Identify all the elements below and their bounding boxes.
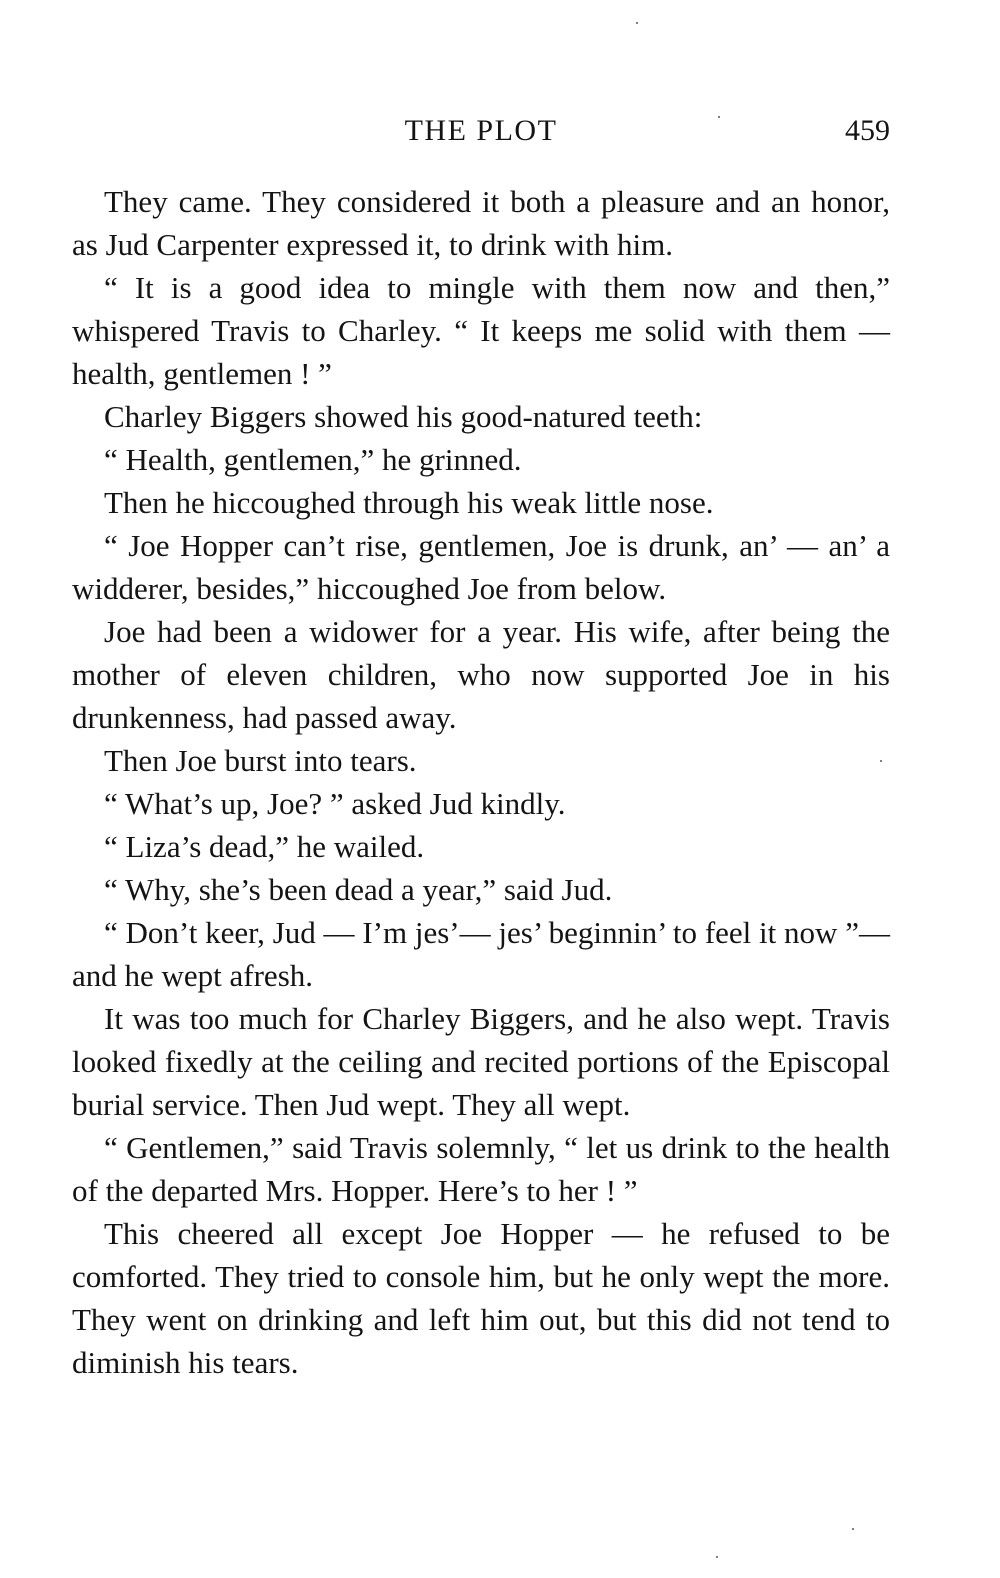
paragraph: “ What’s up, Joe? ” asked Jud kindly. [104, 786, 566, 821]
paragraph: “ It is a good idea to mingle with them now and then,” whispered Travis to Charley. “ It keeps me solid with them — health, gentlemen ! ” [72, 270, 890, 391]
paragraph: “ Don’t keer, Jud — I’m jes’— jes’ beginnin’ to feel it now ”— and he wept afresh. [72, 915, 890, 993]
paragraph: “ Joe Hopper can’t rise, gentlemen, Joe is drunk, an’ — an’ a widderer, besides,” hiccoughed Joe from below. [72, 528, 890, 606]
scan-speck [716, 1556, 718, 1558]
running-title: THE PLOT [404, 114, 558, 147]
paragraph: “ Gentlemen,” said Travis solemnly, “ let us drink to the health of the departed Mrs. Hopper. Here’s to her ! ” [72, 1130, 890, 1208]
paragraph: This cheered all except Joe Hopper — he refused to be comforted. They tried to console him, but he only wept the more. They went on drinking and left him out, but this did not tend to diminish his tears. [72, 1216, 890, 1380]
paragraph: They came. They considered it both a pleasure and an honor, as Jud Carpenter expressed it, to drink with him. [72, 184, 890, 262]
scan-speck [636, 22, 638, 24]
text-body [72, 180, 890, 1384]
paragraph: “ Why, she’s been dead a year,” said Jud. [104, 872, 613, 907]
page-header [72, 114, 890, 154]
paragraph: “ Liza’s dead,” he wailed. [104, 829, 425, 864]
paragraph: Charley Biggers showed his good-natured teeth: [104, 399, 703, 434]
scan-speck [880, 760, 882, 762]
paragraph: Joe had been a widower for a year. His wife, after being the mother of eleven children, who now supported Joe in his drunkenness, had passed away. [72, 614, 890, 735]
paragraph: It was too much for Charley Biggers, and he also wept. Travis looked fixedly at the ceiling and recited portions of the Episcopal burial service. Then Jud wept. They all wept. [72, 1001, 890, 1122]
scan-speck [718, 116, 720, 118]
scan-speck [852, 1528, 854, 1530]
page-number: 459 [845, 114, 890, 147]
paragraph: “ Health, gentlemen,” he grinned. [104, 442, 522, 477]
paragraph: Then Joe burst into tears. [104, 743, 417, 778]
paragraph: Then he hiccoughed through his weak little nose. [104, 485, 714, 520]
